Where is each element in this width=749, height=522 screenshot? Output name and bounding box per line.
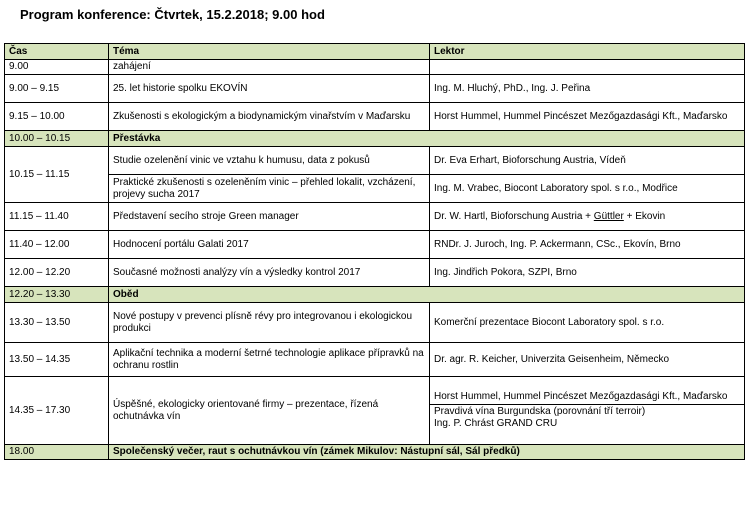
break-label: Přestávka xyxy=(109,131,745,147)
time-cell: 11.15 – 11.40 xyxy=(5,203,109,231)
topic-cell: Představení secího stroje Green manager xyxy=(109,203,430,231)
table-row xyxy=(5,60,745,75)
topic-cell: Současné možnosti analýzy vín a výsledky kontrol 2017 xyxy=(109,259,430,287)
lecturer-line: Pravdivá vína Burgundska (porovnání tří terroir) xyxy=(434,406,646,417)
page-title: Program konference: Čtvrtek, 15.2.2018; 9.00 hod xyxy=(20,7,325,22)
closing-row xyxy=(5,445,745,460)
lecturer-cell: Komerční prezentace Biocont Laboratory spol. s r.o. xyxy=(430,303,745,343)
topic-cell: Společenský večer, raut s ochutnávkou vín (zámek Mikulov: Nástupní sál, Sál předků) xyxy=(109,445,745,460)
break-row xyxy=(5,131,745,147)
lecturer-cell xyxy=(430,377,745,445)
lecturer-cell: Horst Hummel, Hummel Pincészet Mezőgazdasági Kft., Maďarsko xyxy=(430,103,745,131)
time-cell: 9.00 – 9.15 xyxy=(5,75,109,103)
time-cell: 12.20 – 13.30 xyxy=(5,287,109,303)
lecturer-cell xyxy=(430,203,745,231)
table-row xyxy=(5,147,745,175)
topic-cell: 25. let historie spolku EKOVÍN xyxy=(109,75,430,103)
program-table xyxy=(4,43,745,460)
topic-cell: Studie ozelenění vinic ve vztahu k humusu, data z pokusů xyxy=(109,147,430,175)
time-cell: 11.40 – 12.00 xyxy=(5,231,109,259)
lecturer-cell: Ing. M. Vrabec, Biocont Laboratory spol. s r.o., Modřice xyxy=(430,175,745,203)
lecturer-text: Dr. W. Hartl, Bioforschung Austria + xyxy=(434,210,594,222)
time-cell: 13.50 – 14.35 xyxy=(5,343,109,377)
topic-cell: Úspěšné, ekologicky orientované firmy – prezentace, řízená ochutnávka vín xyxy=(109,377,430,445)
lecturer-line: Ing. P. Chrást GRAND CRU xyxy=(434,418,558,429)
lecturer-underlined: Güttler xyxy=(593,210,624,222)
table-row xyxy=(5,377,745,445)
time-cell: 10.00 – 10.15 xyxy=(5,131,109,147)
break-label: Oběd xyxy=(109,287,745,303)
topic-cell: Aplikační technika a moderní šetrné technologie aplikace přípravků na ochranu rostlin xyxy=(109,343,430,377)
time-cell: 10.15 – 11.15 xyxy=(5,147,109,203)
lecturer-cell: Dr. agr. R. Keicher, Univerzita Geisenheim, Německo xyxy=(430,343,745,377)
time-cell: 9.00 xyxy=(5,60,109,75)
table-row xyxy=(5,343,745,377)
table-header-row xyxy=(5,44,745,60)
break-row xyxy=(5,287,745,303)
time-cell: 18.00 xyxy=(5,445,109,460)
header-lecturer: Lektor xyxy=(430,44,745,60)
time-cell: 9.15 – 10.00 xyxy=(5,103,109,131)
topic-cell: Zkušenosti s ekologickým a biodynamickým vinařstvím v Maďarsku xyxy=(109,103,430,131)
table-row xyxy=(5,175,745,203)
lecturer-entry: Horst Hummel, Hummel Pincészet Mezőgazdasági Kft., Maďarsko xyxy=(434,391,728,402)
time-cell: 13.30 – 13.50 xyxy=(5,303,109,343)
table-row xyxy=(5,103,745,131)
table-row xyxy=(5,203,745,231)
lecturer-entry xyxy=(430,404,744,431)
table-row xyxy=(5,231,745,259)
lecturer-cell: RNDr. J. Juroch, Ing. P. Ackermann, CSc., Ekovín, Brno xyxy=(430,231,745,259)
table-row xyxy=(5,259,745,287)
lecturer-text: + Ekovin xyxy=(623,210,666,222)
topic-cell: Praktické zkušenosti s ozeleněním vinic – přehled lokalit, vzcházení, projevy sucha 2017 xyxy=(109,175,430,203)
topic-cell: zahájení xyxy=(109,60,430,75)
time-cell: 12.00 – 12.20 xyxy=(5,259,109,287)
lecturer-cell: Ing. M. Hluchý, PhD., Ing. J. Peřina xyxy=(430,75,745,103)
lecturer-cell xyxy=(430,60,745,75)
time-cell: 14.35 – 17.30 xyxy=(5,377,109,445)
table-row xyxy=(5,75,745,103)
topic-cell: Nové postupy v prevenci plísně révy pro integrovanou i ekologickou produkci xyxy=(109,303,430,343)
header-topic: Téma xyxy=(109,44,430,60)
lecturer-cell: Ing. Jindřich Pokora, SZPI, Brno xyxy=(430,259,745,287)
lecturer-cell: Dr. Eva Erhart, Bioforschung Austria, Vídeň xyxy=(430,147,745,175)
topic-cell: Hodnocení portálu Galati 2017 xyxy=(109,231,430,259)
table-row xyxy=(5,303,745,343)
header-time: Čas xyxy=(5,44,109,60)
